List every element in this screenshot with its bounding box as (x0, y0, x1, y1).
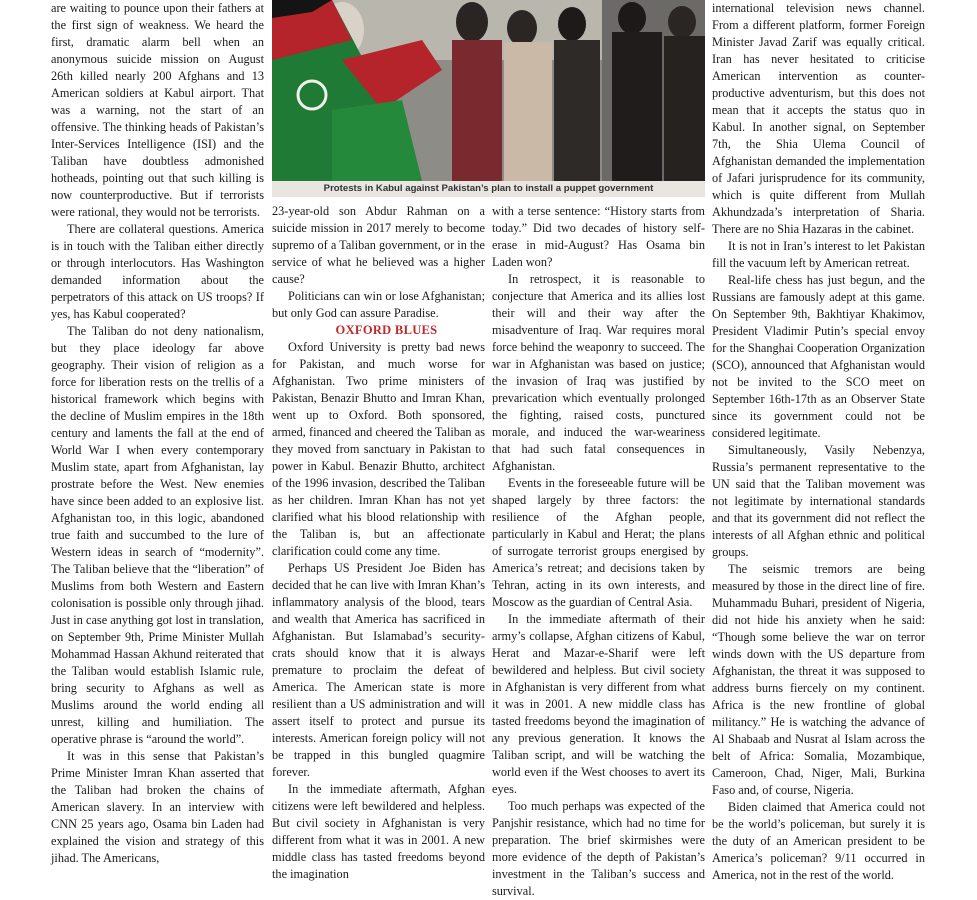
paragraph: Oxford University is pretty bad news for Pakistan, and much worse for Afghanistan. Two prime ministers of Pakistan, Benazir Bhutto and Imran Khan, went up to Oxford. Both sponsored, armed, financed and cheered the Taliban as they moved from sanctuary in Pakistan to power in Kabul. Benazir Bhutto, architect of the 1996 invasion, described the Taliban as her children. Imran Khan has not yet clarified what his blood relationship with the Taliban is, but an affectionate clarification could come any time. (272, 340, 485, 558)
paragraph: It was in this sense that Pakistan’s Prime Minister Imran Khan asserted that the Taliban had broken the chains of American slavery. In an interview with CNN 25 years ago, Osama bin Laden had explained the vision and strategy of this jihad. The Americans, (51, 749, 264, 865)
paragraph: Events in the foreseeable future will be shaped largely by three factors: the resilience of the Afghan people, particularly in Kabul and Herat; the plans of surrogate terrorist groups energised by America’s retreat; and decisions taken by Tehran, acting in its own interests, and Moscow as the guardian of Central Asia. (492, 476, 705, 609)
section-subhead: OXFORD BLUES (335, 323, 438, 337)
paragraph: Politicians can win or lose Afghanistan; but only God can assure Paradise. (272, 289, 485, 320)
paragraph: There are collateral questions. America is in touch with the Taliban either directly or through interlocutors. Has Washington demanded information about the perpetrators of this attack on US troops? If yes, has Kabul cooperated? (51, 222, 264, 321)
paragraph: In the immediate aftermath of their army’s collapse, Afghan citizens of Kabul, Herat and Mazar-e-Sharif were left bewildered and helpless. But civil society in Afghanistan is very different from what it was in 2001. A new middle class has tasted freedoms beyond the imagination of any previous generation. It knows the Taliban script, and will be watching the world even if the West chooses to avert its eyes. (492, 612, 705, 796)
article-column-4 (712, 0, 925, 884)
paragraph: Perhaps US President Joe Biden has decided that he can live with Imran Khan’s inflammatory analysis of the blood, tears and wealth that America has sacrificed in Afghanistan. But Islamabad’s security-crats should know that it is always premature to proclaim the defeat of America. The American state is more resilient than a US administration and will assert itself to protect and pursue its interests. American foreign policy will not be trapped in this bungled quagmire forever. (272, 561, 485, 779)
article-column-2 (272, 203, 485, 883)
paragraph: In retrospect, it is reasonable to conjecture that America and its allies lost their will and their way after the misadventure of Iraq. War requires moral force behind the weaponry to succeed. The war in Afghanistan was based on justice; the invasion of Iraq was justified by prevarication which eventually prolonged the fighting, raised costs, punctured morale, and induced the war-weariness that had such fatal consequences in Afghanistan. (492, 272, 705, 473)
paragraph: with a terse sentence: “History starts from today.” Did two decades of history self-erase in mid-August? Has Osama bin Laden won? (492, 204, 705, 269)
paragraph: Biden claimed that America could not be the world’s policeman, but surely it is the duty of an American president to be America’s policeman? 9/11 occurred in America, not in the rest of the world. (712, 800, 925, 882)
paragraph: Real-life chess has just begun, and the Russians are famously adept at this game. On September 9th, Bakhtiyar Khakimov, President Vladimir Putin’s special envoy for the Shanghai Cooperation Organization (SCO), announced that Afghanistan would not be invited to the SCO meet on September 16th-17th as an Observer State since its government could not be considered legitimate. (712, 273, 925, 440)
paragraph: The seismic tremors are being measured by those in the direct line of fire. Muhammadu Buhari, president of Nigeria, did not hide his anxiety when he said: “Though some believe the war on terror winds down with the US departure from Afghanistan, the threat it was supposed to address burns fiercely on my continent. Africa is the new frontline of global militancy.” He is watching the advance of Al Shabaab and Nusrat al Islam across the belt of Africa: Somalia, Mozambique, Cameroon, Chad, Niger, Mali, Burkina Faso and, of course, Nigeria. (712, 562, 925, 797)
paragraph: Too much perhaps was expected of the Panjshir resistance, which had no time for preparation. The brief skirmishes were more evidence of the depth of Pakistan’s investment in the Taliban’s success and survival. (492, 799, 705, 898)
protest-photo-block (272, 0, 705, 197)
paragraph: international television news channel. From a different platform, former Foreign Minister Javad Zarif was equally critical. Iran has never hesitated to criticise American intervention as counter-productive adventurism, but this does not mean that it accepts the status quo in Kabul. In another signal, on September 7th, the Shia Ulema Council of Afghanistan demanded the implementation of Jafari jurisprudence for its community, which is quite different from Mullah Akhundzada’s interpretation of Sharia. There are no Shia Hazaras in the cabinet. (712, 1, 925, 236)
photo-caption: Protests in Kabul against Pakistan’s plan to install a puppet government (323, 183, 654, 194)
paragraph: are waiting to pounce upon their fathers at the first sign of weakness. We heard the first, dramatic alarm bell when an anonymous suicide mission on August 26th killed nearly 200 Afghans and 13 American soldiers at Kabul airport. That was a warning, not the start of an offensive. The thinking heads of Pakistan’s Inter-Services Intelligence (ISI) and the Taliban have doubtless admonished hotheads, pointing out that such killing is now counterproductive. But if terrorists were rational, they would not be terrorists. (51, 1, 264, 219)
paragraph: Simultaneously, Vasily Nebenzya, Russia’s permanent representative to the UN said that the Taliban movement was not legitimate by international standards and that its government did not reflect the interests of all Afghan ethnic and political groups. (712, 443, 925, 559)
protest-photo (272, 0, 705, 181)
article-column-1 (51, 0, 264, 867)
article-column-3 (492, 203, 705, 900)
paragraph: In the immediate aftermath, Afghan citizens were left bewildered and helpless. But civil society in Afghanistan is very different from what it was in 2001. A new middle class has tasted freedoms beyond the imagination (272, 782, 485, 881)
paragraph: 23-year-old son Abdur Rahman on a suicide mission in 2017 merely to become supremo of a Taliban government, or in the service of what he believed was a higher cause? (272, 204, 485, 286)
paragraph: The Taliban do not deny nationalism, but they place ideology far above geography. Their vision of religion as a force for liberation rests on the trellis of a historical framework which begins with the decline of Muslim empires in the 18th century and laments the fall at the end of World War I when every contemporary Muslim state, apart from Afghanistan, lay prostrate before the West. New enemies have since been added to an explosive list. Afghanistan too, in this logic, abandoned true faith and succumbed to the lure of Western ideas in search of “modernity”. The Taliban believe that the “liberation” of Muslims from both Western and Eastern colonisation is possible only through jihad. Just in case anything got lost in translation, on September 9th, Prime Minister Mullah Mohammad Hassan Akhund reiterated that the Taliban would establish Islamic rule, bring security to Afghans as well as Muslims around the world ending all unrest, killing and humiliation. The operative phrase is “around the world”. (51, 324, 264, 746)
paragraph: It is not in Iran’s interest to let Pakistan fill the vacuum left by American retreat. (712, 239, 925, 270)
